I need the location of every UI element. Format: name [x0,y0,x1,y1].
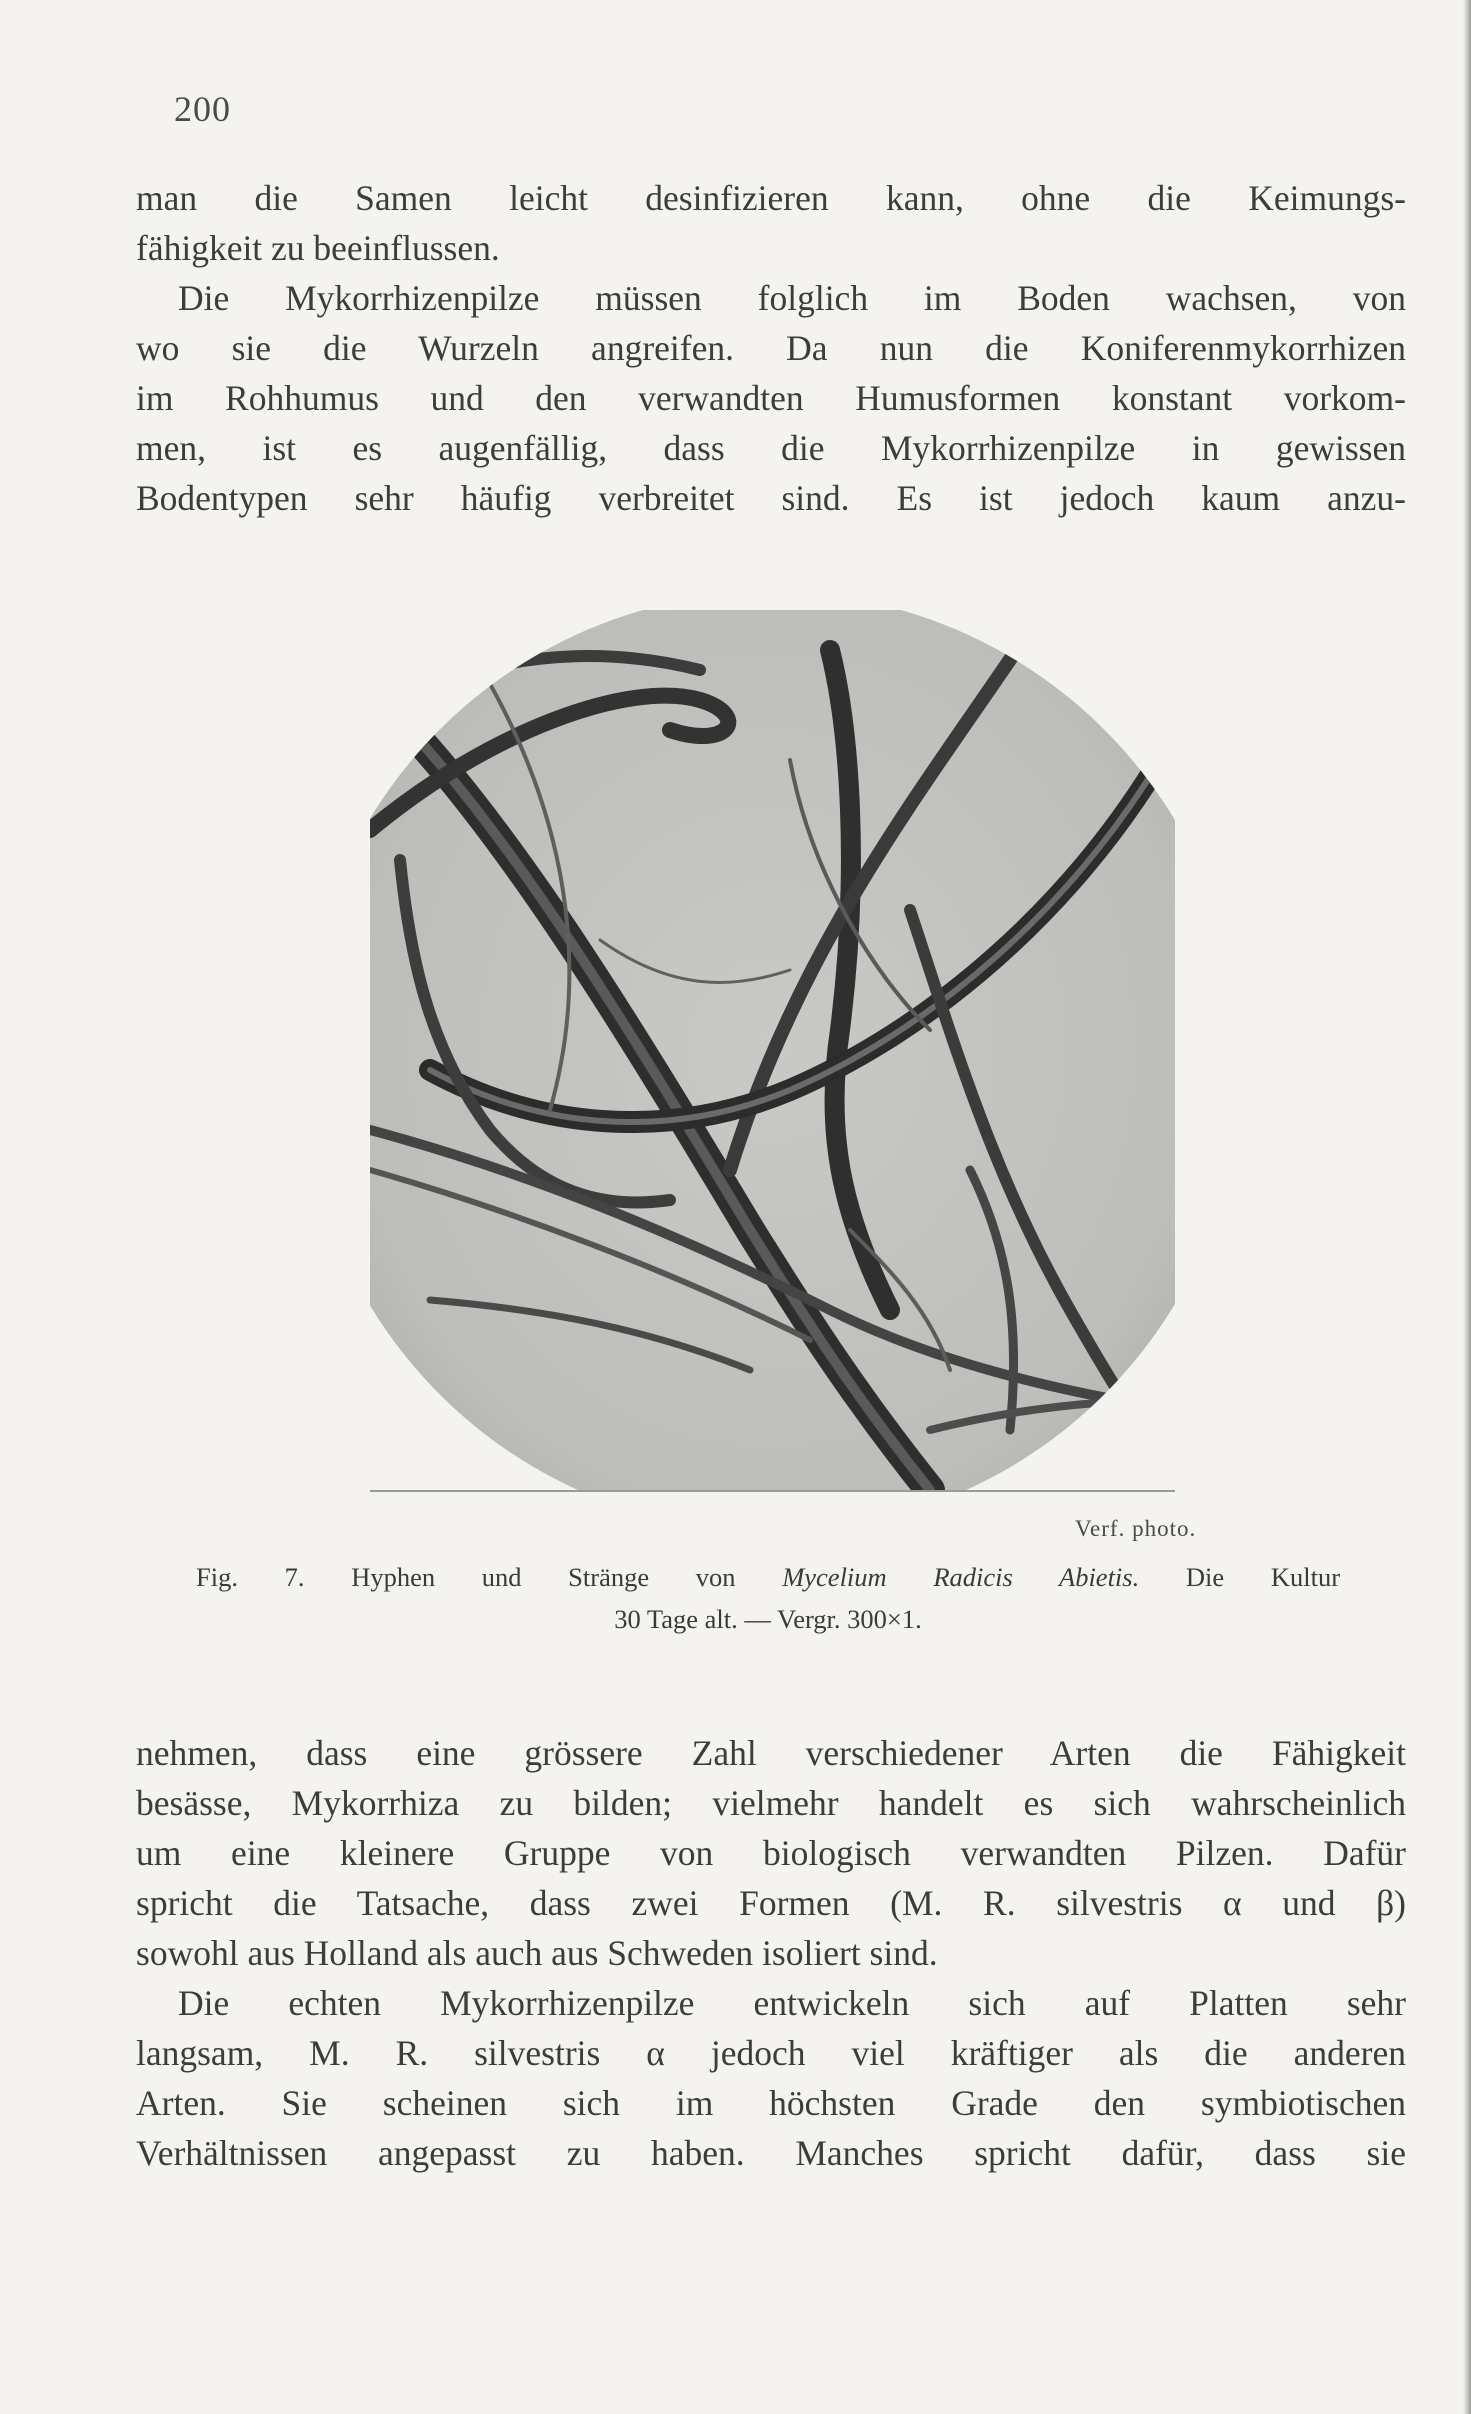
caption-text: Die Kultur [1185,1562,1341,1592]
page-number: 200 [174,89,231,129]
text-line: im Rohhumus und den verwandten Humusformen konstant vorkom- [136,378,1406,418]
paragraph-bottom [136,1728,1406,2178]
text-line: man die Samen leicht desinfizieren kann, ohne die Keimungs- [136,178,1406,218]
caption-line-1 [196,1556,1340,1598]
caption-text: Hyphen und Stränge von [351,1562,736,1592]
photo-credit: Verf. photo. [1075,1516,1197,1541]
text-line: Die echten Mykorrhizenpilze entwickeln sich auf Platten sehr [178,1983,1406,2023]
text-line: nehmen, dass eine grössere Zahl verschiedener Arten die Fähigkeit [136,1733,1406,1773]
text-line: Die Mykorrhizenpilze müssen folglich im Boden wachsen, von [178,278,1406,318]
text-line: Verhältnissen angepasst zu haben. Manches spricht dafür, dass sie [136,2133,1406,2173]
text-line: sowohl aus Holland als auch aus Schweden isoliert sind. [136,1933,938,1973]
text-line: Bodentypen sehr häufig verbreitet sind. Es ist jedoch kaum anzu- [136,478,1406,518]
figure-caption [196,1556,1340,1640]
caption-line-2: 30 Tage alt. — Vergr. 300×1. [614,1604,922,1634]
caption-prefix: Fig. 7. [196,1562,305,1592]
text-line: men, ist es augenfällig, dass die Mykorrhizenpilze in gewissen [136,428,1406,468]
paragraph-top [136,173,1406,523]
text-line: fähigkeit zu beeinflussen. [136,228,500,268]
hyphae-micrograph-image [370,610,1175,1490]
text-line: langsam, M. R. silvestris α jedoch viel kräftiger als die anderen [136,2033,1406,2073]
page-edge-shadow [1463,0,1471,2414]
text-line: spricht die Tatsache, dass zwei Formen (M. R. silvestris α und β) [136,1883,1406,1923]
micrograph-figure [370,610,1175,1492]
caption-species-name: Mycelium Radicis Abietis. [782,1562,1140,1592]
text-line: wo sie die Wurzeln angreifen. Da nun die Koniferenmykorrhizen [136,328,1406,368]
text-line: Arten. Sie scheinen sich im höchsten Grade den symbiotischen [136,2083,1406,2123]
text-line: besässe, Mykorrhiza zu bilden; vielmehr handelt es sich wahrscheinlich [136,1783,1406,1823]
text-line: um eine kleinere Gruppe von biologisch verwandten Pilzen. Dafür [136,1833,1406,1873]
